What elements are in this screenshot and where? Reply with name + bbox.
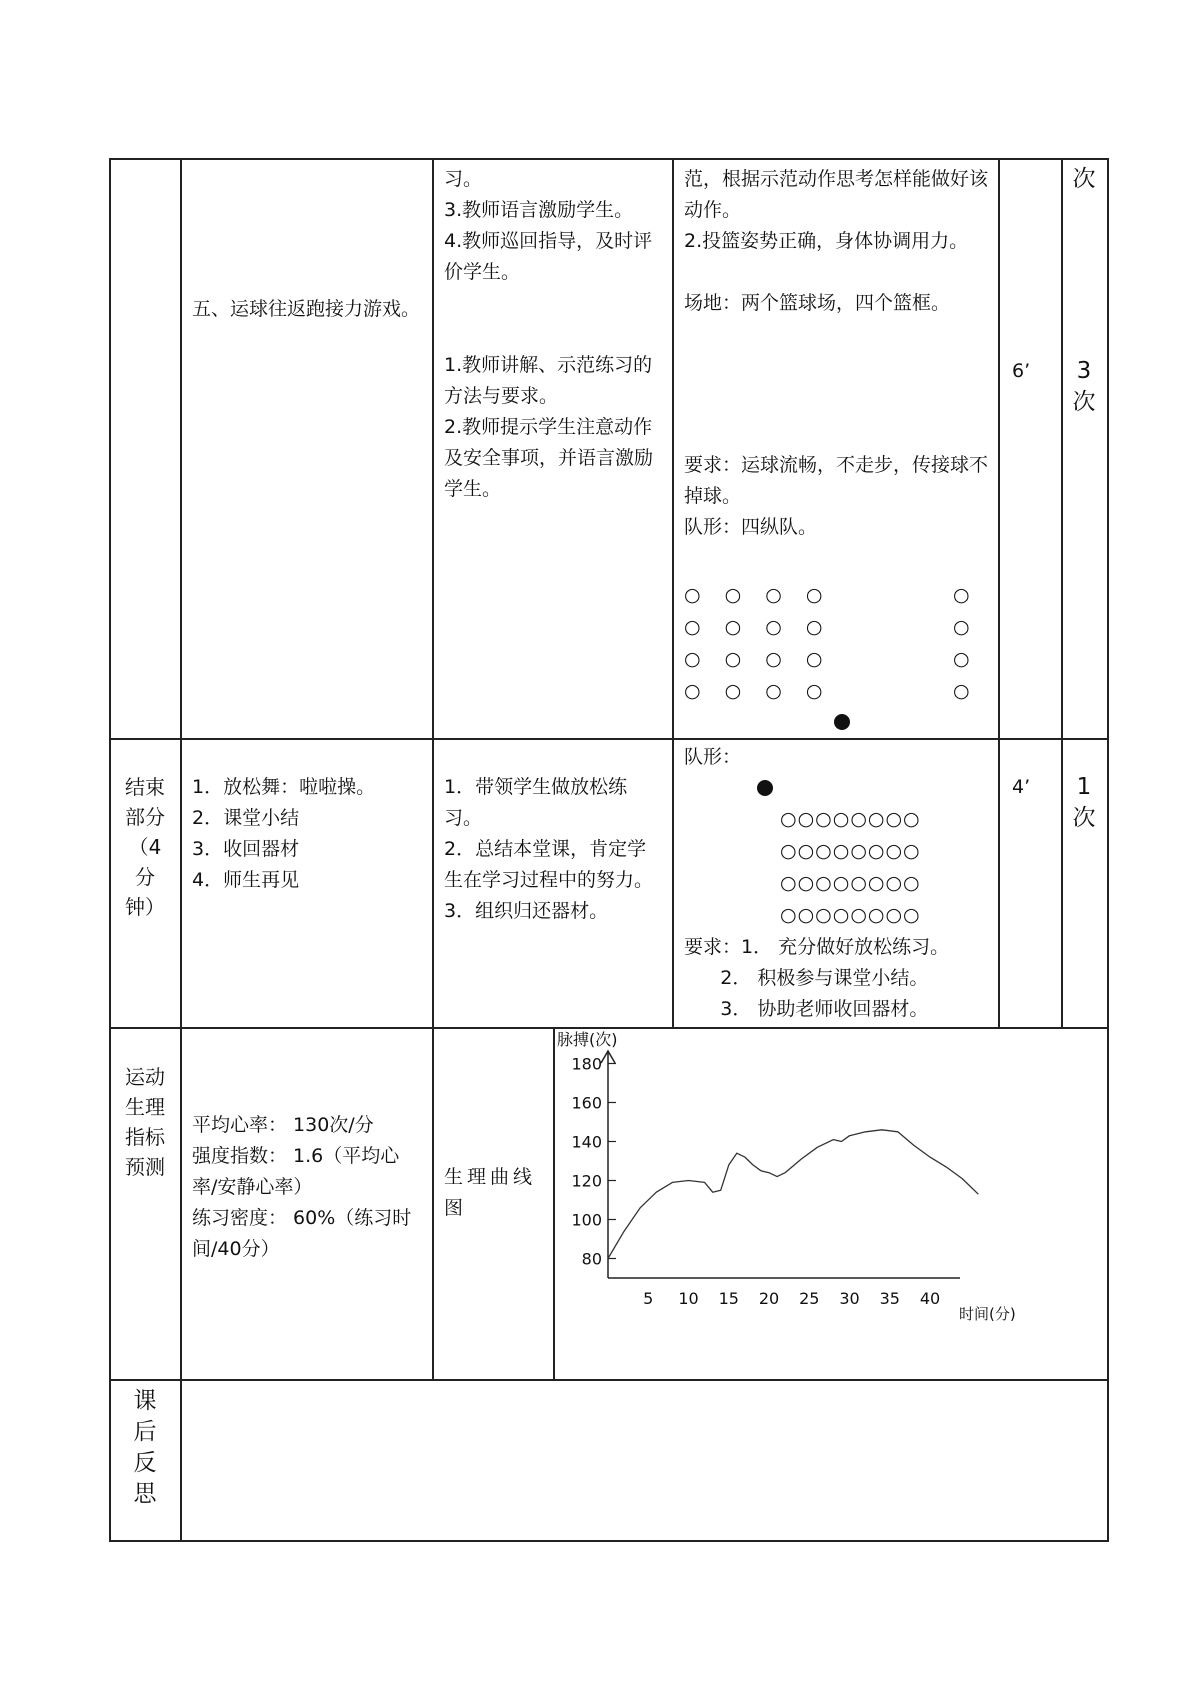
table-border-bottom <box>109 1540 1109 1542</box>
row2-time: 4’ <box>1012 776 1031 798</box>
row2-section-title: 结束部分（4分钟） <box>125 775 165 919</box>
row1-formation-row: ○ ○ ○ ○ <box>684 648 832 670</box>
teacher-dot <box>757 780 773 796</box>
row1-right-circle: ○ <box>953 648 979 670</box>
x-tick-label: 40 <box>919 1289 941 1308</box>
row2-content: 1．放松舞：啦啦操。 2．课堂小结 3．收回器材 4．师生再见 <box>192 776 376 891</box>
row1-count: 3 次 <box>1072 358 1096 415</box>
row4-section-title: 课后反思 <box>133 1388 157 1507</box>
x-tick-label: 25 <box>799 1289 820 1308</box>
row1-teacher-text: 习。 3.教师语言激励学生。 4.教师巡回指导，及时评价学生。 1.教师讲解、示范练习的方法与要求。 2.教师提示学生注意动作及安全事项，并语言激励学生。 <box>444 168 654 500</box>
table-border-right <box>1107 158 1109 1542</box>
row1-right-circle: ○ <box>953 680 979 702</box>
x-tick-label: 20 <box>758 1289 780 1308</box>
row1-count-top: 次 <box>1072 166 1096 192</box>
x-tick-label: 5 <box>643 1289 654 1308</box>
col-divider-5 <box>1061 158 1063 1029</box>
col-divider-3 <box>672 158 674 1029</box>
row3-section-title: 运动生理指标预测 <box>125 1065 165 1179</box>
row2-formation-row: ○○○○○○○○ <box>780 840 921 862</box>
row1-right-circle: ○ <box>953 584 979 606</box>
row1-content: 五、运球往返跑接力游戏。 <box>192 298 421 320</box>
row2-requirements: 要求：1． 充分做好放松练习。 2． 积极参与课堂小结。 3． 协助老师收回器材。 <box>684 936 950 1020</box>
teacher-dot <box>834 714 850 730</box>
col-divider-2 <box>432 158 434 1381</box>
col-divider-1 <box>180 158 182 1542</box>
row3-content: 平均心率： 130次/分 强度指数： 1.6（平均心率/安静心率） 练习密度： 60%（练习时间/40分） <box>192 1114 412 1260</box>
col-divider-4 <box>998 158 1000 1029</box>
y-tick-label: 180 <box>571 1054 602 1074</box>
y-axis-label: 脉搏(次) <box>557 1030 618 1049</box>
row1-time: 6’ <box>1012 360 1031 382</box>
x-tick-label: 10 <box>678 1289 699 1308</box>
pulse-series-line <box>608 1130 978 1259</box>
y-tick-label: 120 <box>571 1171 602 1191</box>
y-tick-label: 140 <box>571 1132 602 1152</box>
row1-student-top: 范，根据示范动作思考怎样能做好该动作。 2.投篮姿势正确，身体协调用力。 场地：两个篮球场，四个篮框。 <box>684 168 989 314</box>
row1-formation-row: ○ ○ ○ ○ <box>684 680 832 702</box>
row2-formation-row: ○○○○○○○○ <box>780 872 921 894</box>
table-border-left <box>109 158 111 1542</box>
pulse-chart <box>555 1029 1095 1329</box>
row-divider-3 <box>109 1379 1109 1381</box>
row2-formation-label: 队形： <box>684 746 742 768</box>
row2-teacher-text: 1．带领学生做放松练习。 2．总结本堂课，肯定学生在学习过程中的努力。 3．组织归还器材。 <box>444 776 654 922</box>
y-tick-label: 80 <box>581 1249 602 1269</box>
x-tick-label: 15 <box>718 1289 739 1308</box>
y-tick-label: 160 <box>571 1093 602 1113</box>
x-axis-label: 时间(分) <box>959 1305 1016 1323</box>
x-tick-label: 35 <box>879 1289 900 1308</box>
row1-student-requirements: 要求：运球流畅，不走步，传接球不掉球。 队形：四纵队。 <box>684 454 989 538</box>
row1-right-circle: ○ <box>953 616 979 638</box>
row3-curve-label: 生理曲线图 <box>444 1166 537 1219</box>
row1-formation-row: ○ ○ ○ ○ <box>684 584 832 606</box>
x-tick-label: 30 <box>839 1289 860 1308</box>
table-border-top <box>109 158 1109 160</box>
row2-count: 1 次 <box>1072 774 1096 831</box>
row2-formation-row: ○○○○○○○○ <box>780 904 921 926</box>
row-divider-1 <box>109 738 1109 740</box>
row1-formation-row: ○ ○ ○ ○ <box>684 616 832 638</box>
y-tick-label: 100 <box>571 1210 602 1230</box>
row2-formation-row: ○○○○○○○○ <box>780 808 921 830</box>
